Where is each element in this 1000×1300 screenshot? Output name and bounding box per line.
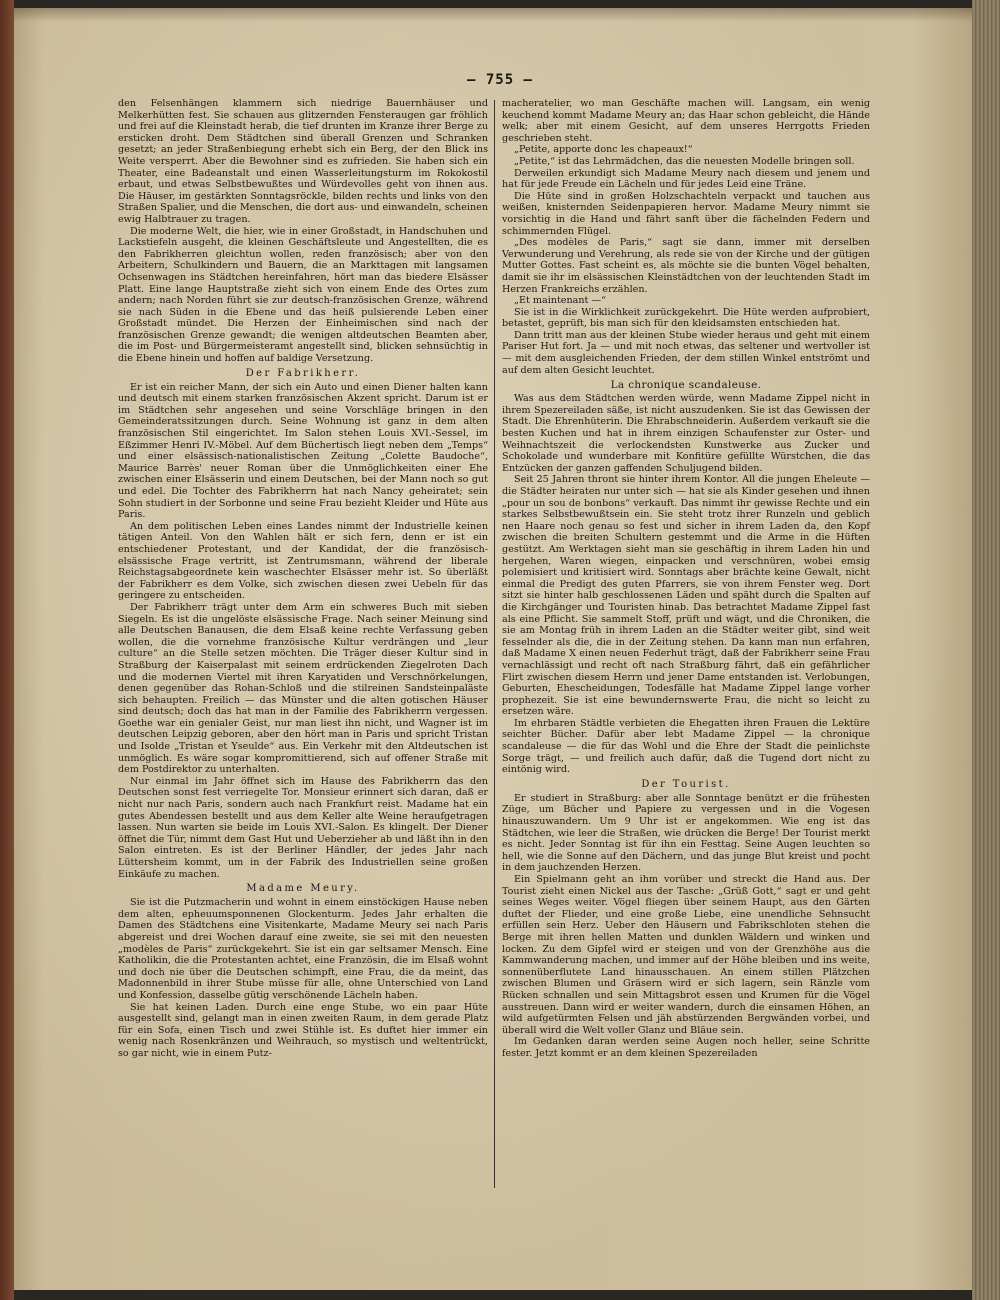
left-column (118, 98, 488, 1060)
paragraph: Was aus dem Städtchen werden würde, wenn Madame Zippel nicht in ihrem Spezereiladen säße, ist nicht auszudenken. Sie ist das Gewissen der Stadt. Die Ehrenhüterin. Die Ehrabschneiderin. Außerdem verkauft sie die besten Kuchen und hat in ihrem einzigen Schaufenster zur Oster- und Weihnachtszeit die verlockendsten Kunstwerke aus Zucker und Schokolade und wunderbare mit Konfitüre gefüllte Würstchen, die das Entzücken der ganzen gaffenden Schuljugend bilden. (502, 393, 870, 474)
paragraph: Im ehrbaren Städtle verbieten die Ehegatten ihren Frauen die Lektüre seichter Bücher. Dafür aber lebt Madame Zippel — la chronique scandaleuse — die für das Wohl und die Ehre der Stadt die peinlichste Sorge trägt, — und freilich auch dafür, daß die Tugend dort nicht zu eintönig wird. (502, 717, 870, 776)
paragraph: An dem politischen Leben eines Landes nimmt der Industrielle keinen tätigen Anteil. Von den Wahlen hält er sich fern, denn er ist ein entschiedener Protestant, und der Kandidat, der die französisch-elsässische Frage vertritt, ist Zentrumsmann, während der liberale Reichstagsabgeordnete kein waschechter Elsässer mehr ist. So überläßt der Fabrikherr es dem Volke, sich zwischen diesen zwei Uebeln für das geringere zu entscheiden. (118, 520, 488, 602)
column-divider (494, 100, 495, 1188)
section-heading: Madame Meury. (246, 883, 360, 895)
paragraph: „Petite, apporte donc les chapeaux!“ (514, 144, 693, 156)
paragraph: den Felsenhängen klammern sich niedrige Bauernhäuser und Melkerhütten fest. Sie schauen aus glitzernden Fensteraugen gar fröhlich und frei auf die Kleinstadt herab, die tief drunten im Kranze ihrer Berge zu ersticken droht. Dem Städtchen sind überall Grenzen und Schranken gesetzt; an jeder Straßenbiegung erhebt sich ein Berg, der den Blick ins Weite versperrt. Aber die Bewohner sind es zufrieden. Sie haben sich ein Theater, eine Badeanstalt und einen Wasserleitungsturm im Rokokostil erbaut, und etwas Selbstbewußtes und Würdevolles geht von ihnen aus. Die Häuser, im gestärkten Sonntagsröckle, bilden rechts und links von den Straßen Spalier, und die Menschen, die dort aus- und einwandeln, scheinen ewig Halbtrauer zu tragen. (118, 98, 488, 225)
paragraph: Dann tritt man aus der kleinen Stube wieder heraus und geht mit einem Pariser Hut fort. Ja — und mit noch etwas, das seltener und wertvoller ist — mit dem ausgleichenden Frieden, der dem stillen Winkel entströmt und auf dem alten Gesicht leuchtet. (502, 329, 870, 376)
paragraph: Nur einmal im Jahr öffnet sich im Hause des Fabrikherrn das den Deutschen sonst fest verriegelte Tor. Monsieur erinnert sich daran, daß er nicht nur nach Paris, sondern auch nach Frankfurt reist. Madame hat ein gutes Abendessen bestellt und aus dem Keller alte Weine heraufgetragen lassen. Nun warten sie beide im Louis XVI.-Salon. Es klingelt. Der Diener öffnet die Tür, nimmt dem Gast Hut und Ueberzieher ab und läßt ihn in den Salon eintreten. Es ist der Berliner Händler, der jedes Jahr nach Lüttersheim kommt, um in der Fabrik des Industriellen seine großen Einkäufe zu machen. (118, 775, 488, 880)
paragraph: Die moderne Welt, die hier, wie in einer Großstadt, in Handschuhen und Lackstiefeln ausgeht, die kleinen Geschäftsleute und Angestellten, die es den Fabrikherren gleichtun wollen, reden französisch; aber von den Arbeitern, Schulkindern und Bauern, die an Markttagen mit langsamen Ochsenwagen ins Städtchen hereinfahren, hört man das biedere Elsässer Platt. Eine lange Hauptstraße zieht sich von einem Ende des Ortes zum andern; nach Norden führt sie zur deutsch-französischen Grenze, während sie nach Süden in die Ebene und das heiß pulsierende Leben einer Großstadt mündet. Die Herzen der Einheimischen sind nach der französischen Grenze gewandt; die wenigen altdeutschen Beamten aber, die im Post- und Bürgermeisteramt angestellt sind, blicken sehnsüchtig in die Ebene hinein und hoffen auf baldige Versetzung. (118, 225, 488, 365)
paragraph: Im Gedanken daran werden seine Augen noch heller, seine Schritte fester. Jetzt kommt er an dem kleinen Spezereiladen (502, 1036, 870, 1059)
page-number: — 755 — (466, 72, 533, 88)
paragraph: „Petite,“ ist das Lehrmädchen, das die neuesten Modelle bringen soll. (514, 155, 855, 167)
page-stack-edge (972, 0, 1000, 1300)
paragraph: Der Fabrikherr trägt unter dem Arm ein schweres Buch mit sieben Siegeln. Es ist die ungelöste elsässische Frage. Nach seiner Meinung sind alle Deutschen Banausen, die dem Elsaß keine rechte Verfassung geben wollen, die die vornehme französische Kultur verdrängen und „leur culture“ an die Stelle setzen möchten. Die Träger dieser Kultur sind in Straßburg der Kaiserpalast mit seinem erdrückenden Ziegelroten Dach und die modernen Viertel mit ihren Karyatiden und Verschnörkelungen, denen gegenüber das Rohan-Schloß und die stilreinen Sandsteinpaläste sich behaupten. Freilich — das Münster und die alten gotischen Häuser sind deutsch; doch das hat man in der Familie des Fabrikherrn vergessen. Goethe war ein genialer Geist, nur man liest ihn nicht, und Wagner ist im deutschen Leipzig geboren, aber den hört man in Paris und spricht Tristan und Isolde „Tristan et Yseulde“ aus. Ein Verkehr mit den Altdeutschen ist unmöglich. Es wäre sogar kompromittierend, sich auf offener Straße mit dem Postdirektor zu unterhalten. (118, 601, 488, 776)
paragraph: Er studiert in Straßburg: aber alle Sonntage benützt er die frühesten Züge, um Bücher und Papiere zu vergessen und in die Vogesen hinauszuwandern. Um 9 Uhr ist er angekommen. Wie eng ist das Städtchen, wie leer die Straßen, wie drücken die Berge! Der Tourist merkt es nicht. Jeder Sonntag ist für ihn ein Festtag. Seine Augen leuchten so hell, wie die Sonne auf den Dächern, und das junge Blut kreist und pocht in dem jauchzenden Herzen. (502, 792, 870, 874)
paragraph: Derweilen erkundigt sich Madame Meury nach diesem und jenem und hat für jede Freude ein Lächeln und für jedes Leid eine Träne. (502, 167, 870, 191)
section-heading: Der Tourist. (641, 778, 731, 790)
paragraph: „Et maintenant —“ (514, 295, 606, 307)
book-spine-edge (0, 0, 14, 1300)
paragraph: Sie hat keinen Laden. Durch eine enge Stube, wo ein paar Hüte ausgestellt sind, gelangt man in einen zweiten Raum, in dem gerade Platz für ein Sofa, einen Tisch und zwei Stühle ist. Es duftet hier immer ein wenig nach Rosenkränzen und Weihrauch, so mystisch und weltentrückt, so gar nicht, wie in einem Putz- (118, 1001, 488, 1059)
paragraph: macheratelier, wo man Geschäfte machen will. Langsam, ein wenig keuchend kommt Madame Meury an; das Haar schon gebleicht, die Hände welk; aber mit einem Gesicht, auf dem unseres Herrgotts Frieden geschrieben steht. (502, 98, 870, 144)
section-heading: La chronique scandaleuse. (610, 379, 762, 392)
paragraph: Ein Spielmann geht an ihm vorüber und streckt die Hand aus. Der Tourist zieht einen Nickel aus der Tasche: „Grüß Gott,“ sagt er und geht seines Weges weiter. Vögel fliegen über seinem Haupt, aus den Gärten duftet der Flieder, und eine große Liebe, eine unendliche Sehnsucht erfüllen sein Herz. Ueber den Häusern und Fabrikschloten stehen die Berge mit ihren hellen Matten und dunklen Wäldern und winken und locken. Zu dem Gipfel wird er steigen und von der Grenzhöhe aus die Kammwanderung machen, und immer auf der Höhe bleiben und ins weite, sonnenüberflutete Land hinausschauen. An einem stillen Plätzchen zwischen Blumen und Gräsern wird er sich lagern, sein Ränzle vom Rücken schnallen und sein Mittagsbrot essen und Krumen für die Vögel ausstreuen. Dann wird er weiter wandern, durch die einsamen Höhen, an wild aufgetürmten Felsen und jäh abstürzenden Bergwänden vorbei, und überall wird die Welt voller Glanz und Bläue sein. (502, 874, 870, 1036)
paragraph: Sie ist in die Wirklichkeit zurückgekehrt. Die Hüte werden aufprobiert, betastet, geprüft, bis man sich für den kleidsamsten entschieden hat. (502, 306, 870, 330)
paragraph: Die Hüte sind in großen Holzschachteln verpackt und tauchen aus weißen, knisternden Seidenpapieren hervor. Madame Meury nimmt sie vorsichtig in die Hand und fährt sanft über die fächelnden Federn und schimmernden Flügel. (502, 190, 870, 237)
paragraph: Sie ist die Putzmacherin und wohnt in einem einstöckigen Hause neben dem alten, epheuumsponnenen Glockenturm. Jedes Jahr erhalten die Damen des Städtchens eine Visitenkarte, Madame Meury sei nach Paris abgereist und drei Wochen darauf eine zweite, sie sei mit den neuesten „modèles de Paris“ zurückgekehrt. Sie ist ein gar seltsamer Mensch. Eine Katholikin, die die Protestanten achtet, eine Französin, die im Elsaß wohnt und doch nie über die Deutschen schimpft, eine Frau, die da meint, das Madonnenbild in ihrer Stube müsse für alle, ohne Unterschied von Land und Konfession, dasselbe gütig verschönende Lächeln haben. (118, 897, 488, 1001)
right-column (502, 98, 870, 1060)
section-heading: Der Fabrikherr. (245, 367, 361, 379)
page-shadow (14, 8, 972, 22)
paragraph: Er ist ein reicher Mann, der sich ein Auto und einen Diener halten kann und deutsch mit einem starken französischen Akzent spricht. Darum ist er im Städtchen sehr angesehen und seine Vorschläge bringen in den Gemeinderatssitzungen durch. Seine Wohnung ist ganz in dem alten französischen Stil eingerichtet. Im Salon stehen Louis XVI.-Sessel, im Eßzimmer Henri IV.-Möbel. Auf dem Büchertisch liegt neben dem „Temps“ und einer elsässisch-nationalistischen Zeitung „Colette Baudoche“, Maurice Barrès' neuer Roman über die Unmöglichkeiten einer Ehe zwischen einer Elsässerin und einem Deutschen, bei der Mann noch so gut und edel. Die Tochter des Fabrikherrn hat nach Nancy geheiratet; sein Sohn studiert in der Sorbonne und seine Frau bezieht Kleider und Hüte aus Paris. (118, 381, 488, 521)
paragraph: „Des modèles de Paris,“ sagt sie dann, immer mit derselben Verwunderung und Verehrung, als rede sie von der Kirche und der gütigen Mutter Gottes. Fast scheint es, als möchte sie die bunten Vögel behalten, damit sie ihr im elsässischen Kleinstädtchen von der leuchtenden Stadt im Herzen Frankreichs erzählen. (502, 237, 870, 295)
paragraph: Seit 25 Jahren thront sie hinter ihrem Kontor. All die jungen Eheleute — die Städter heiraten nur unter sich — hat sie als Kinder gesehen und ihnen „pour un sou de bonbons“ verkauft. Das nimmt ihr gewisse Rechte und ein starkes Selbstbewußtsein ein. Sie steht trotz ihrer Runzeln und geblich nen Haare noch genau so fest und sicher in ihrem Laden da, den Kopf zwischen die breiten Schultern gestemmt und die Arme in die Hüften gestützt. Am Werktagen sieht man sie geschäftig in ihrem Laden hin und hergehen, Waren wiegen, einpacken und verschnüren, wobei emsig polemisiert und kritisiert wird. Sonntags aber brächte keine Gewalt, nicht einmal die Predigt des guten Pfarrers, sie von ihrem Fenster weg. Dort sitzt sie hinter halb geschlossenen Läden und späht durch die Spalten auf die Kirchgänger und Touristen hinab. Das betrachtet Madame Zippel fast als eine Pflicht. Sie sammelt Stoff, prüft und wägt, und die Chroniken, die sie am Montag früh in ihrem Laden an die Städter weiter gibt, sind weit fesselnder als die, die in der Zeitung stehen. Da kann man nun erfahren, daß Madame X einen neuen Federhut trägt, daß der Fabrikherr seine Frau vernachlässigt und recht oft nach Straßburg fährt, daß ein gefährlicher Flirt zwischen diesem Herrn und jener Dame entstanden ist. Verlobungen, Geburten, Ehescheidungen, Todesfälle hat Madame Zippel lange vorher prophezeit. Sie ist eine bewundernswerte Frau, die nicht so leicht zu ersetzen wäre. (502, 474, 870, 718)
